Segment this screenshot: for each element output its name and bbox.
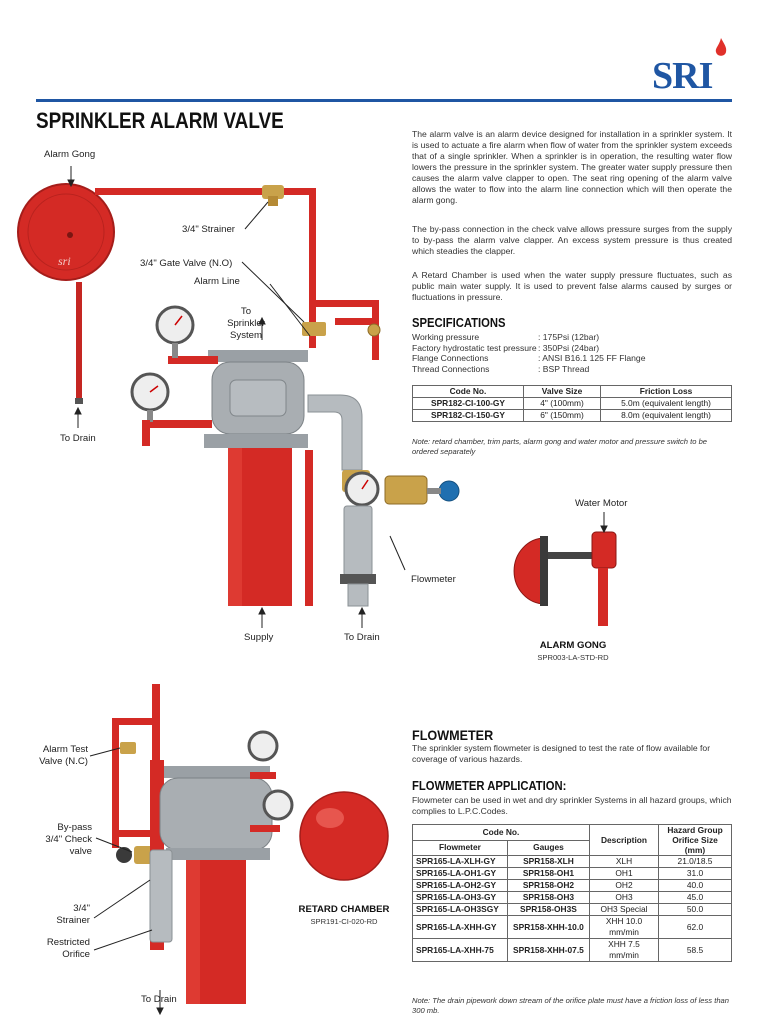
valve-bottom-flange [166, 848, 270, 860]
water-motor-shaft [548, 552, 598, 559]
label-to-drain-left: To Drain [60, 433, 96, 444]
flowmeter-text: The sprinkler system flowmeter is designed to test the rate of flow available for coverage of various hazards. [412, 743, 711, 764]
flowmeter-application-heading: FLOWMETER APPLICATION: [412, 779, 567, 793]
page-title: SPRINKLER ALARM VALVE [36, 108, 284, 133]
cell-code: SPR182-CI-100-GY [413, 398, 524, 410]
spec-value: : 350Psi (24bar) [538, 342, 600, 353]
gong-drain-pipe [76, 282, 82, 400]
retard-body [150, 850, 172, 942]
drain-pipe-right [305, 450, 313, 606]
label-gate-valve: 3/4" Gate Valve (N.O) [140, 258, 233, 269]
label-alarm-test-valve: Alarm Test Valve (N.C) [39, 744, 88, 767]
spec-value: : ANSI B16.1 125 FF Flange [538, 353, 646, 363]
label-strainer: 3/4" Strainer [182, 224, 235, 235]
cell-friction: 5.0m (equivalent length) [601, 398, 732, 410]
bypass-elbow [308, 395, 362, 470]
valve-note: Note: retard chamber, trim parts, alarm gong and water motor and pressure switch to be ordered separately [412, 437, 708, 456]
table-row: SPR165-LA-XLH-GY SPR158-XLH XLH 21.0/18.5 [413, 856, 732, 868]
label-to-drain-2: To Drain [141, 994, 177, 1005]
label-flowmeter: Flowmeter [411, 574, 456, 585]
col-code: Code No. [413, 386, 524, 398]
water-motor-body [592, 532, 616, 568]
table-header-row [413, 825, 732, 841]
spec-key: Working pressure [412, 332, 480, 342]
alarm-gong-caption-code: SPR003-LA-STD-RD [537, 653, 609, 662]
valve-nameplate [230, 380, 286, 416]
label-alarm-line: Alarm Line [194, 276, 240, 287]
spec-value: : BSP Thread [538, 363, 590, 374]
spec-key: Thread Connections [412, 363, 490, 374]
flowmeter-table [412, 824, 732, 962]
cell-size: 4" (100mm) [524, 398, 601, 410]
trim-pipe [316, 300, 378, 307]
strainer-cap [268, 196, 278, 206]
alarm-test-valve-body [120, 742, 136, 754]
test-valve-icon [368, 324, 380, 336]
specifications-heading: SPECIFICATIONS [412, 316, 506, 330]
flowmeter-body [344, 506, 372, 576]
label-to-sprinkler: To Sprinkler System [227, 306, 265, 341]
col-gauges: Gauges [507, 840, 589, 856]
gate-valve-body [302, 322, 326, 336]
retard-chamber-ball [300, 792, 388, 880]
gong-drain-cap [75, 398, 83, 404]
table-row: SPR165-LA-XHH-GY SPR158-XHH-10.0 XHH 10.0 mm/min 62.0 [413, 916, 732, 939]
supply-pipe-highlight [228, 448, 242, 606]
retard-caption-title: RETARD CHAMBER [298, 904, 390, 915]
col-description: Description [590, 825, 659, 856]
logo-text: SRI [652, 55, 713, 97]
intro-paragraph-3: A Retard Chamber is used when the water supply pressure fluctuates, such as public main water supply. It is used to prevent false alarms caused by surges or fluctuations in pressure. [412, 270, 732, 302]
valve-top-flange [208, 350, 308, 362]
spec-value: : 175Psi (12bar) [538, 332, 600, 342]
flowmeter-application-text: Flowmeter can be used in wet and dry sprinkler Systems in all hazard groups, which complies to L.P.C.Codes. [412, 795, 732, 816]
table-row: SPR165-LA-OH1-GY SPR158-OH1 OH1 31.0 [413, 868, 732, 880]
flowmeter-valve-body [385, 476, 427, 504]
gong-brand-text: sri [58, 254, 71, 268]
gong-bolt-icon [67, 232, 73, 238]
retard-caption-code: SPR191-CI-020-RD [310, 917, 378, 926]
alarm-gong-caption-title: ALARM GONG [539, 640, 607, 651]
label-water-motor: Water Motor [575, 498, 628, 509]
table-row: SPR165-LA-OH3SGY SPR158-OH3S OH3 Special 50.0 [413, 904, 732, 916]
valve-bottom-flange [204, 434, 308, 448]
label-to-drain-right: To Drain [344, 632, 380, 643]
col-orifice: Hazard Group Orifice Size (mm) [659, 825, 732, 856]
col-flowmeter: Flowmeter [413, 840, 508, 856]
alarm-valve-body-2 [160, 778, 272, 850]
test-line-pipe [112, 718, 160, 725]
water-motor-pipe [598, 568, 608, 626]
pressure-gauge-icon [249, 732, 277, 760]
label-strainer-2: 3/4" Strainer [56, 903, 90, 926]
cell-friction: 8.0m (equivalent length) [601, 410, 732, 422]
spec-key: Factory hydrostatic test pressure [412, 342, 537, 353]
intro-paragraph-1: The alarm valve is an alarm device designed for installation in a sprinkler system. It is used to actuate a fire alarm when flow of water from the sprinkler system exceeds that of a single sprinkler. When a sprinkler is in operation, the resulting water flow lowers the pressure in the sprinkler system. The greater water supply pressure then causes the alarm valve clapper to open. The seat ring opening of the alarm valve allows the water to flow into the alarm line connection which will then operate the alarm gong. [412, 129, 732, 205]
flowmeter-heading: FLOWMETER [412, 727, 494, 743]
intro-paragraph-2: The by-pass connection in the check valve allows pressure surges from the supply to by-pass the alarm valve clapper. An excess system pressure is thus created which steadies the clapper. [412, 224, 732, 256]
table-row: SPR165-LA-OH3-GY SPR158-OH3 OH3 45.0 [413, 892, 732, 904]
cell-code: SPR182-CI-150-GY [413, 410, 524, 422]
table-row: SPR165-LA-XHH-75 SPR158-XHH-07.5 XHH 7.5 mm/min 58.5 [413, 939, 732, 962]
label-supply: Supply [244, 632, 274, 643]
handwheel-icon [439, 481, 459, 501]
label-restricted-orifice: Restricted Orifice [46, 937, 90, 960]
flowmeter-flange [340, 574, 376, 584]
col-code-group: Code No. [413, 825, 590, 841]
col-size: Valve Size [524, 386, 601, 398]
spec-key: Flange Connections [412, 353, 489, 363]
cell-size: 6" (150mm) [524, 410, 601, 422]
label-alarm-gong: Alarm Gong [44, 149, 96, 160]
pressure-gauge-icon [264, 791, 292, 819]
col-friction: Friction Loss [601, 386, 732, 398]
table-row: SPR165-LA-OH2-GY SPR158-OH2 OH2 40.0 [413, 880, 732, 892]
label-bypass-check-valve: By-pass 3/4" Check valve [45, 822, 92, 857]
bottom-note: Note: The drain pipework down stream of the orifice plate must have a friction loss of less than 300 mb. [412, 996, 729, 1015]
